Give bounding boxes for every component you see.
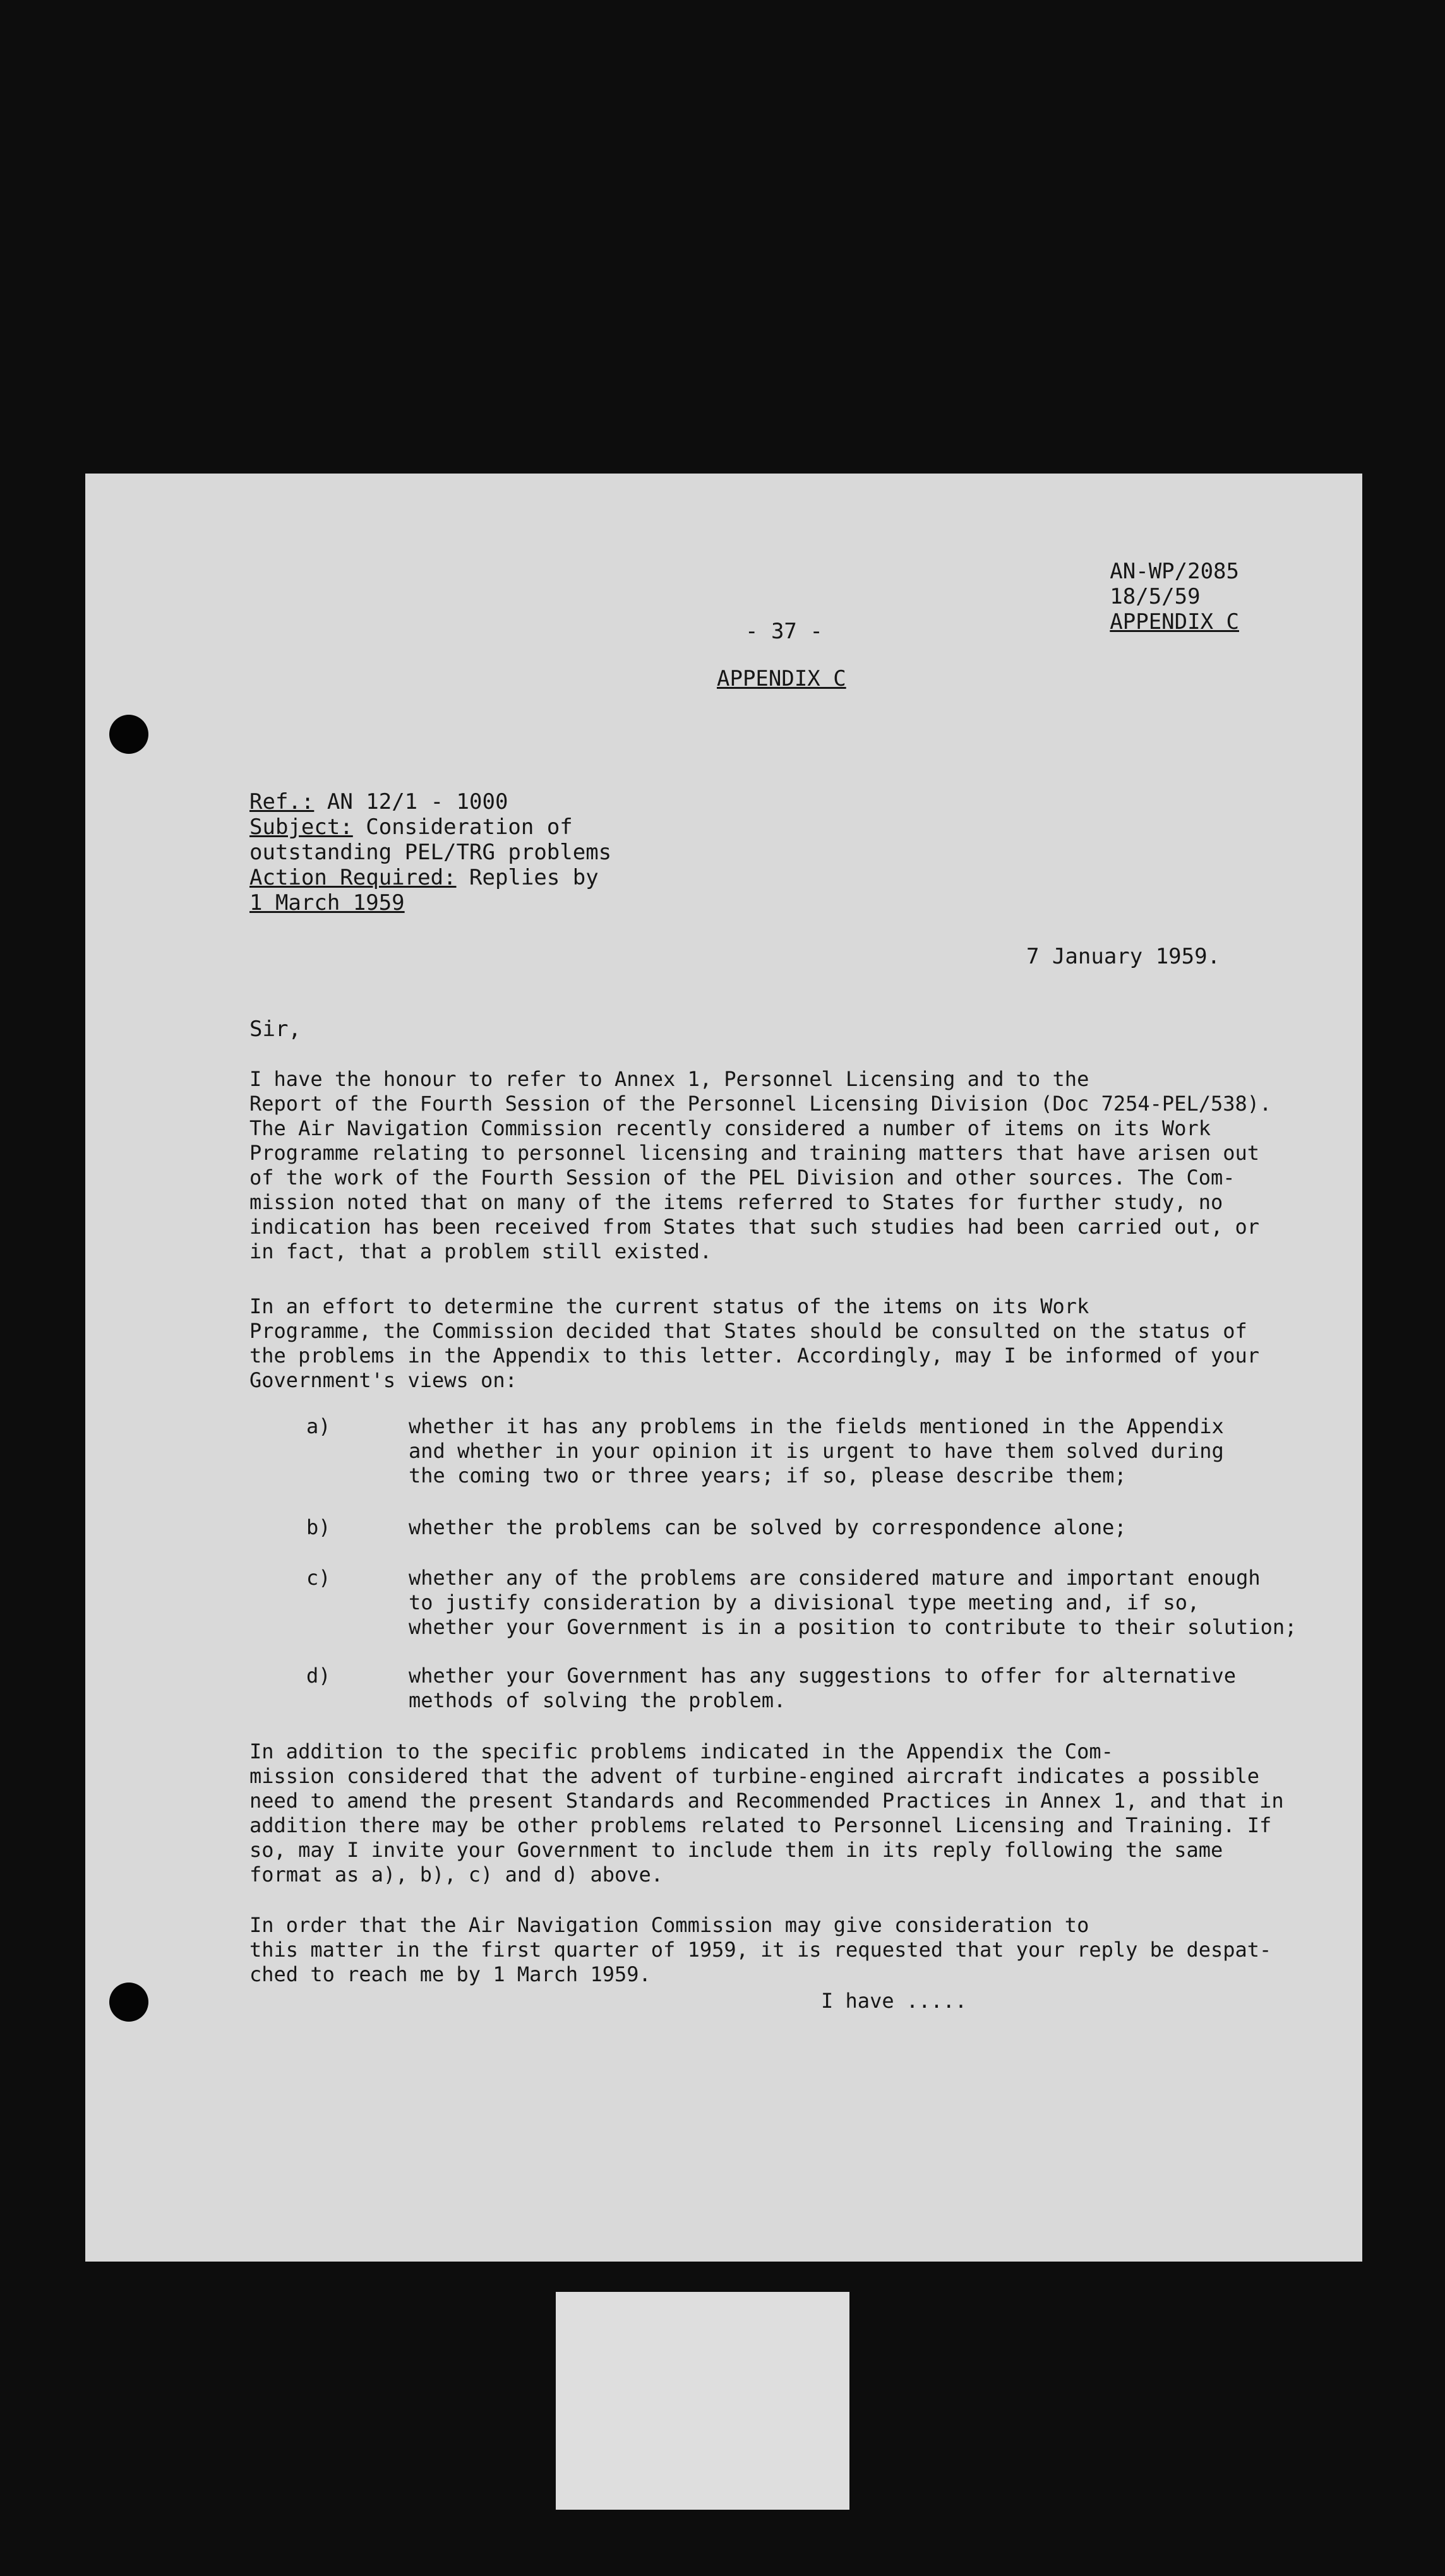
- list-item-text: whether it has any problems in the fields mentioned in the Appendix and whether in your opinion it is urgent to have them solved during the coming two or three years; if so, please describe them;: [409, 1414, 1224, 1488]
- punch-hole: [109, 715, 148, 754]
- action-line: [249, 865, 611, 890]
- reference-metadata: [249, 789, 611, 915]
- subject-line-2: outstanding PEL/TRG problems: [249, 840, 612, 865]
- subject-line: [249, 814, 611, 840]
- ref-line: [249, 789, 611, 814]
- page-title: APPENDIX C: [717, 666, 846, 691]
- letter-date: 7 January 1959.: [1026, 944, 1221, 969]
- doc-date: 18/5/59: [1110, 584, 1201, 609]
- list-item-label: c): [306, 1566, 331, 1590]
- action-label: Action Required:: [249, 865, 457, 890]
- paragraph-2: In an effort to determine the current status of the items on its Work Programme, the Commission decided that States should be consulted on the status of the problems in the Appendix to this letter. Accordingly, may I be informed of your Government's views on:: [249, 1294, 1260, 1392]
- page-number: - 37 -: [745, 619, 823, 644]
- list-item-label: d): [306, 1664, 331, 1688]
- doc-number: AN-WP/2085: [1110, 559, 1239, 584]
- document-page: [85, 474, 1362, 2262]
- list-item-text: whether the problems can be solved by correspondence alone;: [409, 1515, 1127, 1539]
- subject-value: Consideration of: [366, 814, 573, 840]
- list-item-text: whether any of the problems are considered mature and important enough to justify consideration by a divisional type meeting and, if so, whether your Government is in a position to contribute to their solution;: [409, 1566, 1297, 1639]
- paragraph-4: In order that the Air Navigation Commission may give consideration to this matter in the first quarter of 1959, it is requested that your reply be despat- ched to reach me by 1 March 1959.: [249, 1913, 1272, 1986]
- paragraph-3: In addition to the specific problems indicated in the Appendix the Com- mission considered that the advent of turbine-engined aircraft indicates a possible need to amend the present Standards and Recommended Practices in Annex 1, and that in addition there may be other problems related to Personnel Licensing and Training. If so, may I invite your Government to include them in its reply following the same format as a), b), c) and d) above.: [249, 1739, 1284, 1887]
- action-line-2: 1 March 1959: [249, 890, 405, 915]
- blank-label-slip: [556, 2292, 849, 2510]
- list-item-text: whether your Government has any suggestions to offer for alternative methods of solving the problem.: [409, 1664, 1237, 1712]
- list-item-label: b): [306, 1515, 331, 1539]
- document-reference-block: [1110, 559, 1239, 635]
- salutation: Sir,: [249, 1017, 301, 1042]
- paragraph-1: I have the honour to refer to Annex 1, Personnel Licensing and to the Report of the Fourth Session of the Personnel Licensing Division (Doc 7254-PEL/538). The Air Navigation Commission recently considered a number of items on its Work Programme relating to personnel licensing and training matters that have arisen out of the work of the Fourth Session of the PEL Division and other sources. The Com- mission noted that on many of the items referred to States for further study, no indication has been received from States that such studies had been carried out, or in fact, that a problem still existed.: [249, 1067, 1272, 1263]
- action-value: Replies by: [469, 865, 599, 890]
- punch-hole: [109, 1983, 148, 2022]
- appendix-reference: APPENDIX C: [1110, 609, 1239, 635]
- list-item-label: a): [306, 1414, 331, 1438]
- closing-text: I have .....: [821, 1989, 968, 2013]
- ref-value: AN 12/1 - 1000: [327, 789, 508, 814]
- ref-label: Ref.:: [249, 789, 315, 814]
- subject-label: Subject:: [249, 814, 353, 840]
